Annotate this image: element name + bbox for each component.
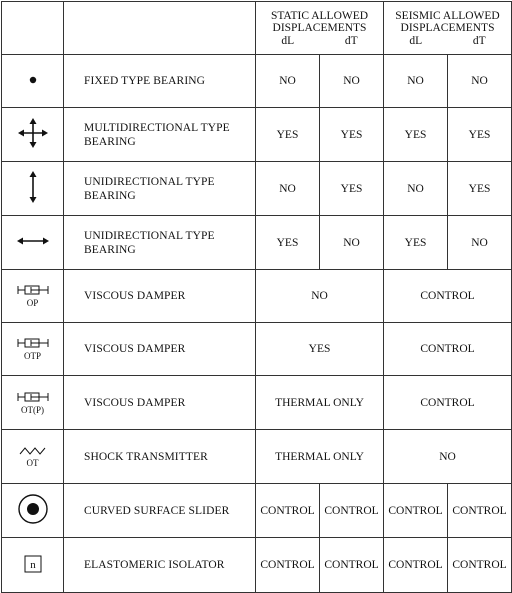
description-cell [64,216,256,270]
symbol-label: OT(P) [21,404,44,415]
symbol-cell [2,323,64,376]
description-cell [64,538,256,593]
vertical-double-arrow-icon [26,170,40,204]
description-line1: FIXED TYPE BEARING [84,75,206,87]
table-row [2,162,512,216]
symbol-cell [2,430,64,484]
header-row [2,2,512,55]
description-line1: VISCOUS DAMPER [84,396,186,409]
multidirectional-arrows-icon [17,117,49,149]
description-line1: UNIDIRECTIONAL TYPE [84,229,215,242]
symbol-cell [2,376,64,430]
static-dT-cell: YES [320,162,384,216]
static-header-line1: STATIC ALLOWED [270,9,369,22]
table-row [2,55,512,108]
shock-transmitter-zigzag-icon [19,446,47,456]
seismic-dT-cell: YES [448,162,512,216]
description-cell [64,108,256,162]
description-cell [64,55,256,108]
table-row [2,484,512,538]
static-dT-cell: CONTROL [320,484,384,538]
seismic-dL-cell: YES [384,108,448,162]
seismic-header-dT: dT [472,34,486,47]
symbol-label: OP [26,298,39,308]
static-header-line2: DISPLACEMENTS [272,21,367,34]
static-merged-cell: THERMAL ONLY [256,430,384,484]
static-dL-cell: CONTROL [256,538,320,593]
symbol-cell [2,108,64,162]
viscous-damper-icon [17,337,49,349]
description-cell [64,270,256,323]
table-row [2,430,512,484]
static-dL-cell: CONTROL [256,484,320,538]
description-line1: VISCOUS DAMPER [84,290,186,302]
symbol-cell [2,538,64,593]
description-line1: VISCOUS DAMPER [84,343,186,355]
description-line2: BEARING [84,243,136,256]
seismic-header [384,2,512,55]
symbol-cell [2,216,64,270]
static-dT-cell: CONTROL [320,538,384,593]
seismic-dL-cell: CONTROL [384,538,448,593]
seismic-dT-cell: CONTROL [448,538,512,593]
static-header [256,2,384,55]
description-cell [64,323,256,376]
static-header-dT: dT [344,34,358,47]
seismic-header-line1: SEISMIC ALLOWED [395,9,500,22]
isolator-glyph: n [29,558,36,571]
description-line2: BEARING [84,135,136,148]
static-dL-cell: NO [256,55,320,108]
static-dT-cell: NO [320,216,384,270]
seismic-header-line2: DISPLACEMENTS [400,21,495,34]
seismic-dT-cell: NO [448,216,512,270]
description-line1: MULTIDIRECTIONAL TYPE [84,121,230,134]
header-empty-symbol [2,2,64,55]
seismic-dT-cell: CONTROL [448,484,512,538]
description-line1: UNIDIRECTIONAL TYPE [84,175,215,188]
seismic-dL-cell: CONTROL [384,484,448,538]
horizontal-double-arrow-icon [16,234,50,248]
header-empty-description [64,2,256,55]
static-dL-cell: YES [256,108,320,162]
seismic-merged-cell: CONTROL [384,376,512,430]
table-row [2,376,512,430]
description-line2: BEARING [84,189,136,202]
symbol-cell [2,484,64,538]
seismic-merged-cell: NO [384,430,512,484]
static-merged-cell: THERMAL ONLY [256,376,384,430]
static-dT-cell: YES [320,108,384,162]
seismic-merged-cell: CONTROL [384,270,512,323]
elastomeric-isolator-box-icon [24,555,42,573]
static-dT-cell: NO [320,55,384,108]
symbol-cell [2,55,64,108]
curved-surface-slider-icon [17,493,49,525]
description-line1: CURVED SURFACE SLIDER [84,504,230,517]
table-row [2,108,512,162]
table-row [2,323,512,376]
viscous-damper-icon [17,284,49,296]
bearing-displacement-table [1,1,512,593]
static-dL-cell: YES [256,216,320,270]
seismic-dT-cell: YES [448,108,512,162]
table-row [2,270,512,323]
seismic-dL-cell: YES [384,216,448,270]
static-header-dL: dL [281,34,295,47]
description-cell [64,376,256,430]
seismic-dT-cell: NO [448,55,512,108]
table-row [2,538,512,593]
symbol-label: OT [26,457,39,468]
static-dL-cell: NO [256,162,320,216]
description-cell [64,430,256,484]
seismic-header-dL: dL [409,34,423,47]
symbol-label: OTP [23,351,41,361]
fixed-bearing-dot-icon [23,70,43,90]
seismic-merged-cell: CONTROL [384,323,512,376]
static-merged-cell: YES [256,323,384,376]
description-line1: SHOCK TRANSMITTER [84,450,208,463]
description-line1: ELASTOMERIC ISOLATOR [84,559,225,571]
seismic-dL-cell: NO [384,55,448,108]
symbol-cell [2,162,64,216]
table-row [2,216,512,270]
seismic-dL-cell: NO [384,162,448,216]
static-merged-cell: NO [256,270,384,323]
bearing-displacement-table-container [1,1,511,591]
description-cell [64,162,256,216]
description-cell [64,484,256,538]
symbol-cell [2,270,64,323]
viscous-damper-icon [17,391,49,403]
